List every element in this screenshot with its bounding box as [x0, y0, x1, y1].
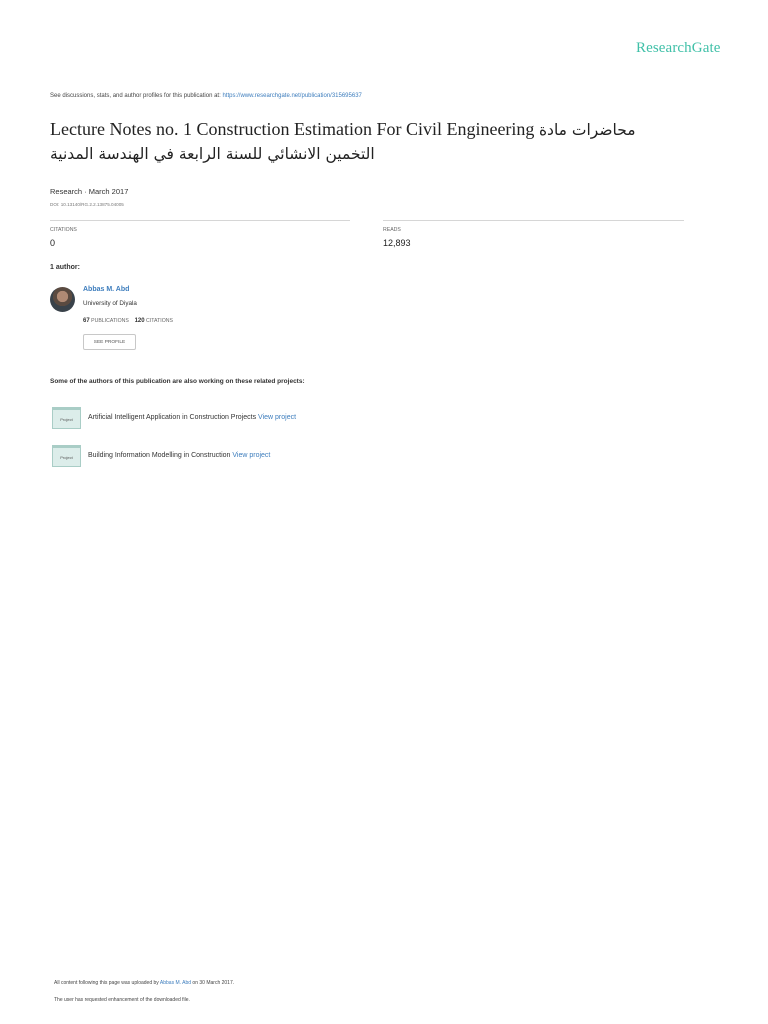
publication-url-link[interactable]: https://www.researchgate.net/publication/315695637: [222, 93, 362, 99]
publication-title: [50, 118, 720, 166]
title-english: Lecture Notes no. 1 Construction Estimation For Civil Engineering: [50, 119, 535, 139]
project-icon-label: Project: [60, 454, 73, 460]
author-publications-label: PUBLICATIONS: [91, 318, 129, 324]
project-item: [88, 452, 270, 459]
see-profile-button[interactable]: SEE PROFILE: [83, 334, 136, 350]
author-citations-count: 120: [134, 318, 145, 324]
related-projects-heading: Some of the authors of this publication are also working on these related projects:: [50, 378, 305, 385]
upload-note: [54, 980, 234, 986]
upload-prefix: All content following this page was uploaded by: [54, 980, 160, 986]
publication-type-date: Research · March 2017: [50, 187, 129, 196]
discussion-line: [50, 93, 362, 99]
author-affiliation: University of Diyala: [83, 300, 137, 307]
title-arabic-line2: التخمين الانشائي للسنة الرابعة في الهندسة المدنية: [50, 145, 375, 163]
reads-label: READS: [383, 227, 401, 233]
uploader-link[interactable]: Abbas M. Abd: [159, 980, 192, 986]
title-arabic-line1: محاضرات مادة: [538, 121, 636, 139]
view-project-link[interactable]: View project: [232, 452, 271, 459]
author-stats: [83, 318, 173, 324]
project-title: Artificial Intelligent Application in Construction Projects: [88, 414, 257, 421]
author-citations-label: CITATIONS: [146, 318, 173, 324]
reads-divider: [383, 220, 684, 221]
reads-value: 12,893: [383, 238, 411, 248]
researchgate-logo[interactable]: ResearchGate: [636, 40, 721, 56]
author-avatar[interactable]: [50, 287, 75, 312]
view-project-link[interactable]: View project: [258, 414, 297, 421]
upload-suffix: on 30 March 2017.: [191, 980, 235, 986]
authors-heading: 1 author:: [50, 264, 80, 271]
author-publications-count: 67: [83, 318, 90, 324]
author-name-link[interactable]: Abbas M. Abd: [83, 286, 130, 293]
project-item: [88, 414, 296, 421]
project-icon-label: Project: [60, 416, 73, 422]
citations-divider: [50, 220, 350, 221]
discussion-prefix: See discussions, stats, and author profiles for this publication at:: [50, 93, 223, 99]
citations-label: CITATIONS: [50, 227, 77, 233]
citations-value: 0: [50, 238, 56, 248]
publication-doi: DOI: 10.13140/RG.2.2.13875.04005: [50, 202, 124, 207]
project-folder-icon: [52, 445, 81, 467]
project-folder-icon: [52, 407, 81, 429]
enhancement-note: The user has requested enhancement of the downloaded file.: [54, 997, 190, 1003]
project-title: Building Information Modelling in Construction: [88, 452, 231, 459]
